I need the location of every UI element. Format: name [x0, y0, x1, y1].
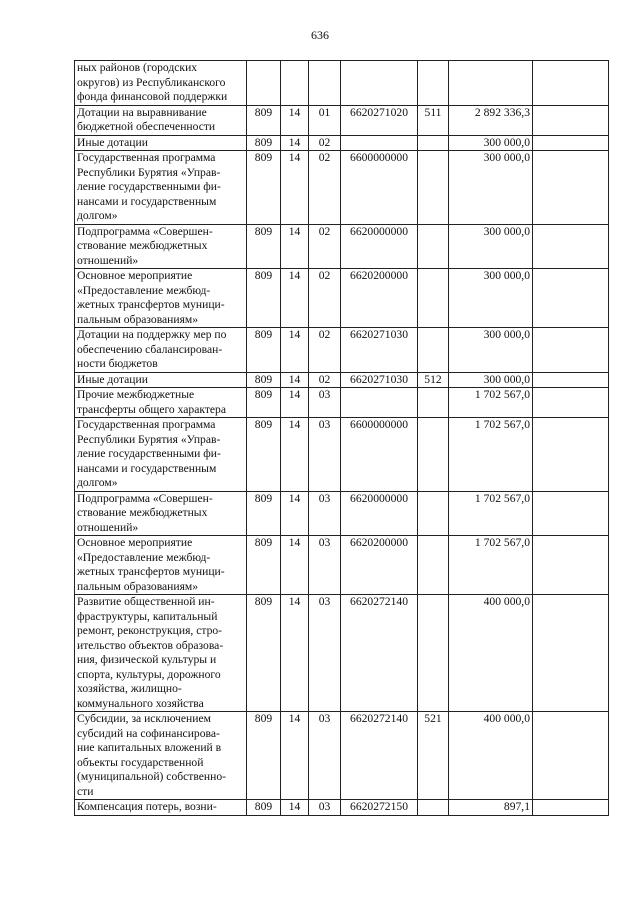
table-row [75, 372, 609, 388]
row-name-line: пальным образованиям» [77, 312, 199, 326]
subsection-code: 03 [309, 388, 341, 418]
row-name-line: Субсидии, за исключением [77, 712, 211, 725]
target-article-code: 6620200000 [341, 536, 418, 595]
section-code: 14 [281, 151, 309, 225]
ministry-code: 809 [247, 712, 281, 800]
target-article-code: 6600000000 [341, 151, 418, 225]
row-name [75, 224, 247, 269]
row-name [75, 269, 247, 328]
amount: 300 000,0 [449, 224, 533, 269]
empty-cell [533, 800, 609, 816]
ministry-code: 809 [247, 491, 281, 536]
empty-cell [533, 372, 609, 388]
ministry-code: 809 [247, 388, 281, 418]
row-name-line: долгом» [77, 476, 118, 489]
row-name-line: ствование межбюджетных [77, 239, 208, 252]
table-body [75, 61, 609, 816]
subsection-code: 02 [309, 224, 341, 269]
row-name-line: ния, физической культуры и [77, 653, 217, 666]
row-name-line: Развитие общественной ин- [77, 595, 215, 608]
ministry-code: 809 [247, 105, 281, 135]
empty-cell [533, 418, 609, 492]
target-article-code: 6620200000 [341, 269, 418, 328]
empty-cell [533, 61, 609, 106]
amount: 2 892 336,3 [449, 105, 533, 135]
table-row [75, 105, 609, 135]
ministry-code [247, 61, 281, 106]
amount: 300 000,0 [449, 328, 533, 373]
row-name-line: (муниципальной) собственно- [77, 770, 226, 783]
row-name-line: Иные дотации [77, 135, 148, 149]
table-row [75, 224, 609, 269]
ministry-code: 809 [247, 418, 281, 492]
target-article-code: 6620271020 [341, 105, 418, 135]
section-code: 14 [281, 595, 309, 712]
row-name-line: жетных трансфертов муници- [77, 298, 225, 311]
target-article-code: 6620000000 [341, 224, 418, 269]
amount: 1 702 567,0 [449, 491, 533, 536]
row-name-line: ности бюджетов [77, 357, 158, 370]
expense-type-code [418, 388, 449, 418]
row-name [75, 61, 247, 106]
ministry-code: 809 [247, 595, 281, 712]
section-code: 14 [281, 536, 309, 595]
target-article-code [341, 135, 418, 151]
target-article-code: 6620271030 [341, 328, 418, 373]
row-name-line: коммунального хозяйства [77, 696, 204, 710]
row-name-line: Государственная программа [77, 418, 216, 431]
row-name-line: Основное мероприятие [77, 536, 193, 549]
target-article-code [341, 61, 418, 106]
row-name-line: объекты государственной [77, 755, 204, 769]
expense-type-code [418, 151, 449, 225]
subsection-code: 03 [309, 536, 341, 595]
empty-cell [533, 224, 609, 269]
row-name [75, 372, 247, 388]
ministry-code: 809 [247, 135, 281, 151]
row-name-line: Иные дотации [77, 372, 148, 386]
row-name-line: Дотации на поддержку мер по [77, 328, 227, 341]
row-name [75, 328, 247, 373]
row-name [75, 800, 247, 816]
row-name-line: хозяйства, жилищно- [77, 682, 182, 695]
target-article-code: 6600000000 [341, 418, 418, 492]
row-name-line: «Предоставление межбюд- [77, 283, 211, 297]
row-name-line: обеспечению сбалансирован- [77, 342, 223, 356]
subsection-code: 02 [309, 372, 341, 388]
subsection-code: 02 [309, 135, 341, 151]
expense-type-code [418, 595, 449, 712]
target-article-code: 6620272140 [341, 712, 418, 800]
section-code: 14 [281, 105, 309, 135]
row-name-line: Компенсация потерь, возни- [77, 800, 217, 813]
ministry-code: 809 [247, 151, 281, 225]
amount: 300 000,0 [449, 135, 533, 151]
row-name-line: Республики Бурятия «Управ- [77, 165, 221, 179]
ministry-code: 809 [247, 800, 281, 816]
expense-type-code: 511 [418, 105, 449, 135]
subsection-code: 03 [309, 800, 341, 816]
subsection-code: 01 [309, 105, 341, 135]
row-name-line: Подпрограмма «Совершен- [77, 224, 213, 238]
amount [449, 61, 533, 106]
ministry-code: 809 [247, 536, 281, 595]
subsection-code: 03 [309, 491, 341, 536]
expense-type-code [418, 328, 449, 373]
empty-cell [533, 712, 609, 800]
section-code: 14 [281, 491, 309, 536]
row-name [75, 151, 247, 225]
row-name-line: Дотации на выравнивание [77, 105, 207, 119]
row-name-line: ние капитальных вложений в [77, 741, 222, 754]
amount: 1 702 567,0 [449, 388, 533, 418]
expense-type-code: 521 [418, 712, 449, 800]
row-name-line: Государственная программа [77, 151, 216, 164]
row-name-line: отношений» [77, 520, 139, 534]
amount: 897,1 [449, 800, 533, 816]
amount: 300 000,0 [449, 151, 533, 225]
row-name-line: жетных трансфертов муници- [77, 565, 225, 578]
empty-cell [533, 135, 609, 151]
expense-type-code [418, 61, 449, 106]
expense-type-code [418, 135, 449, 151]
row-name-line: пальным образованиям» [77, 579, 199, 593]
row-name-line: Подпрограмма «Совершен- [77, 491, 213, 505]
table-row [75, 491, 609, 536]
table-row [75, 328, 609, 373]
amount: 400 000,0 [449, 712, 533, 800]
row-name-line: «Предоставление межбюд- [77, 550, 211, 564]
empty-cell [533, 269, 609, 328]
page-number: 636 [311, 28, 329, 42]
table-row [75, 61, 609, 106]
row-name-line: фонда финансовой поддержки [77, 90, 228, 103]
section-code: 14 [281, 418, 309, 492]
table-row [75, 536, 609, 595]
target-article-code [341, 388, 418, 418]
target-article-code: 6620271030 [341, 372, 418, 388]
row-name-line: Основное мероприятие [77, 269, 193, 282]
table-row [75, 135, 609, 151]
subsection-code: 03 [309, 418, 341, 492]
row-name-line: спорта, культуры, дорожного [77, 667, 221, 681]
empty-cell [533, 595, 609, 712]
table-row [75, 800, 609, 816]
empty-cell [533, 105, 609, 135]
row-name-line: нансами и государственным [77, 461, 217, 475]
expense-type-code: 512 [418, 372, 449, 388]
expense-type-code [418, 536, 449, 595]
empty-cell [533, 491, 609, 536]
subsection-code: 03 [309, 595, 341, 712]
table-row [75, 712, 609, 800]
row-name-line: Прочие межбюджетные [77, 388, 195, 401]
subsection-code: 02 [309, 151, 341, 225]
section-code: 14 [281, 800, 309, 816]
empty-cell [533, 388, 609, 418]
target-article-code: 6620272150 [341, 800, 418, 816]
row-name [75, 712, 247, 800]
amount: 400 000,0 [449, 595, 533, 712]
ministry-code: 809 [247, 372, 281, 388]
row-name-line: отношений» [77, 253, 139, 267]
row-name-line: ствование межбюджетных [77, 506, 208, 519]
amount: 1 702 567,0 [449, 418, 533, 492]
section-code: 14 [281, 388, 309, 418]
row-name-line: ительство объектов образова- [77, 638, 224, 652]
row-name [75, 536, 247, 595]
row-name [75, 418, 247, 492]
ministry-code: 809 [247, 224, 281, 269]
amount: 300 000,0 [449, 372, 533, 388]
row-name-line: ление государственными фи- [77, 447, 221, 460]
subsection-code: 03 [309, 712, 341, 800]
section-code: 14 [281, 269, 309, 328]
table-row [75, 595, 609, 712]
expense-type-code [418, 269, 449, 328]
expense-type-code [418, 224, 449, 269]
target-article-code: 6620000000 [341, 491, 418, 536]
section-code [281, 61, 309, 106]
row-name-line: трансферты общего характера [77, 402, 226, 416]
row-name [75, 595, 247, 712]
table-row [75, 269, 609, 328]
row-name-line: субсидий на софинансирова- [77, 726, 220, 740]
target-article-code: 6620272140 [341, 595, 418, 712]
row-name-line: фраструктуры, капитальный [77, 609, 218, 623]
row-name [75, 491, 247, 536]
table-row [75, 418, 609, 492]
section-code: 14 [281, 135, 309, 151]
row-name [75, 388, 247, 418]
row-name-line: округов) из Республиканского [77, 75, 226, 89]
row-name [75, 135, 247, 151]
subsection-code [309, 61, 341, 106]
row-name-line: Республики Бурятия «Управ- [77, 432, 221, 446]
expense-type-code [418, 491, 449, 536]
row-name-line: сти [77, 784, 94, 798]
amount: 1 702 567,0 [449, 536, 533, 595]
table-row [75, 388, 609, 418]
section-code: 14 [281, 224, 309, 269]
expense-type-code [418, 800, 449, 816]
expense-type-code [418, 418, 449, 492]
amount: 300 000,0 [449, 269, 533, 328]
subsection-code: 02 [309, 328, 341, 373]
empty-cell [533, 328, 609, 373]
table-row [75, 151, 609, 225]
empty-cell [533, 151, 609, 225]
ministry-code: 809 [247, 269, 281, 328]
empty-cell [533, 536, 609, 595]
subsection-code: 02 [309, 269, 341, 328]
row-name-line: нансами и государственным [77, 194, 217, 208]
row-name-line: бюджетной обеспеченности [77, 120, 216, 133]
row-name-line: долгом» [77, 209, 118, 222]
row-name-line: ремонт, реконструкция, стро- [77, 624, 223, 637]
section-code: 14 [281, 712, 309, 800]
budget-table [74, 60, 609, 816]
row-name [75, 105, 247, 135]
ministry-code: 809 [247, 328, 281, 373]
section-code: 14 [281, 328, 309, 373]
row-name-line: ление государственными фи- [77, 180, 221, 193]
row-name-line: ных районов (городских [77, 61, 198, 74]
section-code: 14 [281, 372, 309, 388]
